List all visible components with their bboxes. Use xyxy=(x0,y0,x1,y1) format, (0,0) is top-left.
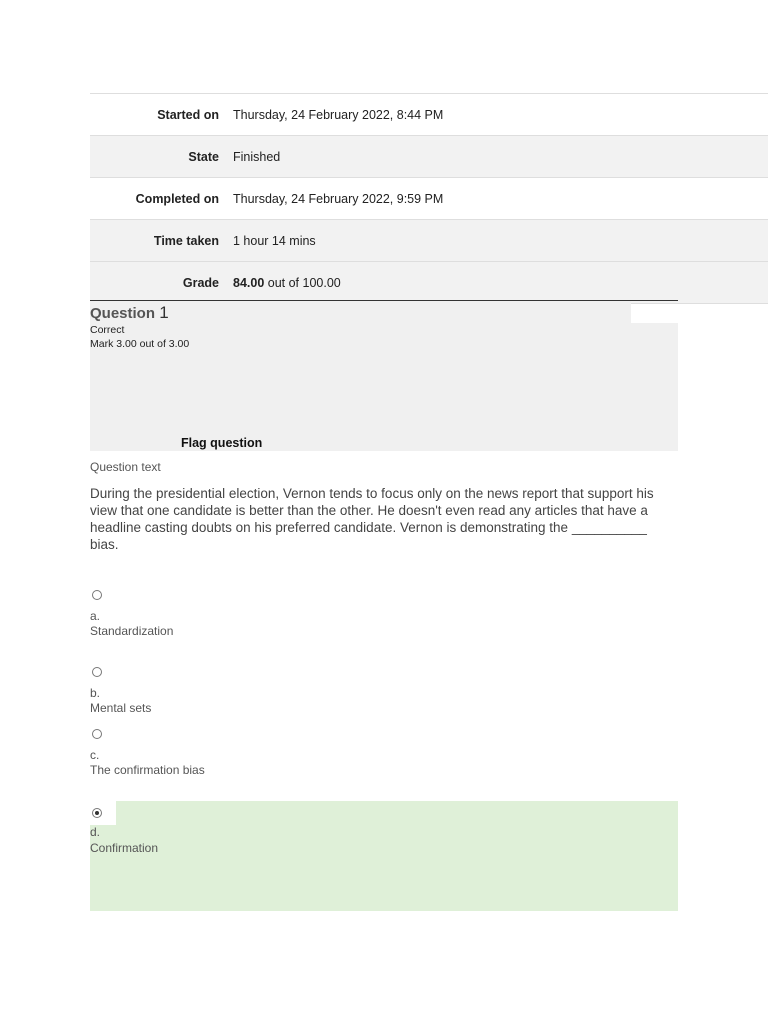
summary-value: Thursday, 24 February 2022, 9:59 PM xyxy=(233,191,444,206)
grade-value xyxy=(233,276,341,290)
question-title-word: Question xyxy=(90,305,156,322)
summary-label: State xyxy=(188,149,219,164)
question-info-header-band xyxy=(90,301,631,323)
answer-letter: b. xyxy=(90,686,101,700)
question-text-label: Question text xyxy=(90,460,161,474)
question-info-panel xyxy=(90,301,678,451)
summary-row-grade xyxy=(90,262,768,304)
answer-letter: c. xyxy=(90,748,100,762)
summary-row-state xyxy=(90,136,768,178)
answer-option-b[interactable] xyxy=(90,665,678,719)
summary-value: Finished xyxy=(233,149,281,164)
grade-score: 84.00 xyxy=(233,275,265,290)
answer-text: The confirmation bias xyxy=(90,763,205,777)
attempt-summary-table xyxy=(90,93,768,304)
flag-question-link[interactable]: Flag question xyxy=(181,436,263,450)
answer-letter: d. xyxy=(90,825,101,839)
question-number: 1 xyxy=(159,303,169,322)
summary-row-started xyxy=(90,94,768,136)
grade-out-of: out of 100.00 xyxy=(264,275,341,290)
summary-label: Started on xyxy=(157,107,219,122)
radio-button[interactable] xyxy=(92,729,102,739)
summary-label: Time taken xyxy=(153,233,219,248)
answer-option-d[interactable] xyxy=(90,801,678,911)
answer-text: Confirmation xyxy=(90,841,159,855)
answer-option-a[interactable] xyxy=(90,588,678,642)
summary-label: Grade xyxy=(182,275,219,290)
radio-button[interactable] xyxy=(92,667,102,677)
summary-value: Thursday, 24 February 2022, 8:44 PM xyxy=(233,107,444,122)
question-state: Correct xyxy=(90,324,125,336)
answer-text: Standardization xyxy=(90,624,174,638)
summary-row-time-taken xyxy=(90,220,768,262)
question-title xyxy=(90,303,169,323)
answer-letter: a. xyxy=(90,609,101,623)
radio-button-selected[interactable] xyxy=(92,808,102,818)
radio-button[interactable] xyxy=(92,590,102,600)
question-text: During the presidential election, Vernon tends to focus only on the news report that support his view that one candidate is better than the other. He doesn't even read any articles that have a headline casting doubts on his preferred candidate. Vernon is demonstrating the __________ bias. xyxy=(90,486,654,552)
summary-row-completed xyxy=(90,178,768,220)
question-mark: Mark 3.00 out of 3.00 xyxy=(90,338,190,350)
summary-label: Completed on xyxy=(135,191,219,206)
summary-value: 1 hour 14 mins xyxy=(233,233,316,248)
answer-option-c[interactable] xyxy=(90,727,678,781)
answer-text: Mental sets xyxy=(90,701,152,715)
